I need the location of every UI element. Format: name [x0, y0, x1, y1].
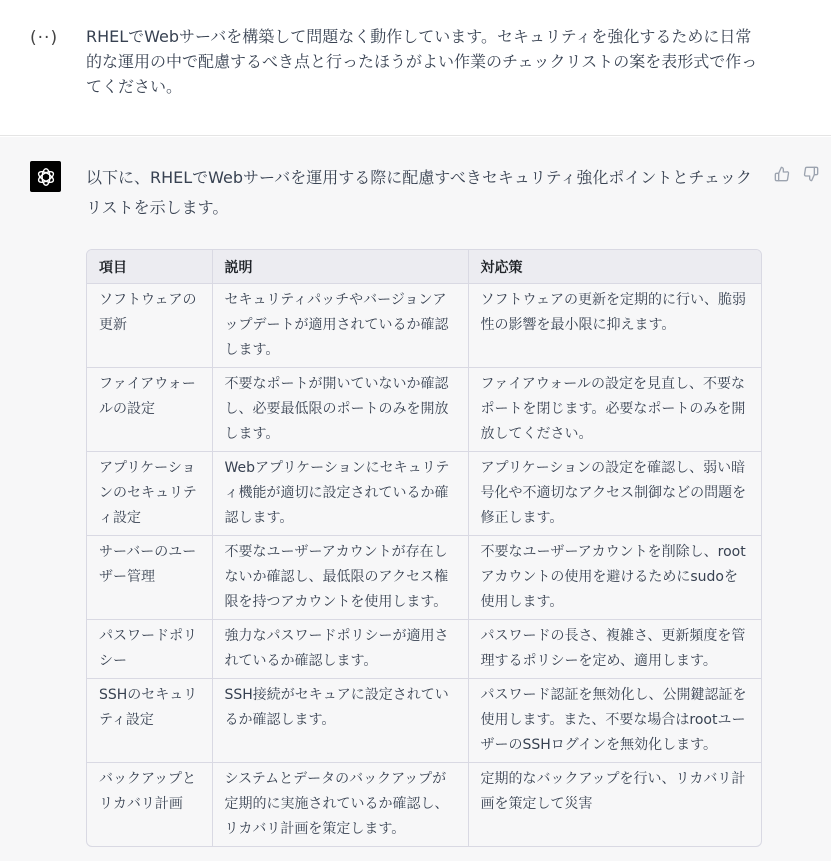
user-avatar: (··): [30, 28, 59, 48]
table-row: [87, 763, 762, 847]
table-header-row: [87, 250, 762, 284]
cell-description: セキュリティパッチやバージョンアップデートが適用されているか確認します。: [212, 284, 468, 368]
checklist-table: [86, 249, 762, 847]
cell-item: アプリケーションのセキュリティ設定: [87, 452, 212, 536]
table-row: [87, 620, 762, 679]
cell-countermeasure: 定期的なバックアップを行い、リカバリ計画を策定して災害: [480, 771, 746, 812]
cell-description: システムとデータのバックアップが定期的に実施されているか確認し、リカバリ計画を策定します。: [212, 763, 468, 847]
cell-countermeasure: ファイアウォールの設定を見直し、不要なポートを閉じます。必要なポートのみを開放してください。: [468, 368, 762, 452]
cell-item: パスワードポリシー: [87, 620, 212, 679]
cell-countermeasure: アプリケーションの設定を確認し、弱い暗号化や不適切なアクセス制御などの問題を修正します。: [468, 452, 762, 536]
cell-item: SSHのセキュリティ設定: [87, 679, 212, 763]
cell-countermeasure: ソフトウェアの更新を定期的に行い、脆弱性の影響を最小限に抑えます。: [468, 284, 762, 368]
cell-countermeasure: パスワードの長さ、複雑さ、更新頻度を管理するポリシーを定め、適用します。: [468, 620, 762, 679]
table-row: [87, 284, 762, 368]
column-header-description: 説明: [212, 250, 468, 284]
cell-countermeasure: パスワード認証を無効化し、公開鍵認証を使用します。また、不要な場合はrootユーザーのSSHログインを無効化します。: [468, 679, 762, 763]
cell-countermeasure: 不要なユーザーアカウントを削除し、rootアカウントの使用を避けるためにsudoを使用します。: [468, 536, 762, 620]
openai-logo-icon: [30, 161, 61, 192]
thumbs-down-icon[interactable]: [802, 165, 820, 183]
cell-description: 不要なユーザーアカウントが存在しないか確認し、最低限のアクセス権限を持つアカウントを使用します。: [212, 536, 468, 620]
cell-item: ソフトウェアの更新: [87, 284, 212, 368]
table-row: [87, 679, 762, 763]
thumbs-up-icon[interactable]: [773, 165, 791, 183]
assistant-message: [0, 137, 831, 861]
cell-description: Webアプリケーションにセキュリティ機能が適切に設定されているか確認します。: [212, 452, 468, 536]
assistant-intro-text: 以下に、RHELでWebサーバを運用する際に配慮すべきセキュリティ強化ポイントとチェックリストを示します。: [86, 168, 752, 217]
cell-description: SSH接続がセキュアに設定されているか確認します。: [212, 679, 468, 763]
cell-description: 不要なポートが開いていないか確認し、必要最低限のポートのみを開放します。: [212, 368, 468, 452]
user-message: [0, 0, 831, 136]
table-row: [87, 452, 762, 536]
user-message-text: RHELでWebサーバを構築して問題なく動作しています。セキュリティを強化するために日常的な運用の中で配慮するべき点と行ったほうがよい作業のチェックリストの案を表形式で作ってください。: [86, 27, 758, 96]
cell-description: 強力なパスワードポリシーが適用されているか確認します。: [212, 620, 468, 679]
column-header-countermeasure: 対応策: [468, 250, 762, 284]
cell-item: バックアップとリカバリ計画: [87, 763, 212, 847]
cell-item: ファイアウォールの設定: [87, 368, 212, 452]
cell-item: サーバーのユーザー管理: [87, 536, 212, 620]
column-header-item: 項目: [87, 250, 212, 284]
table-row: [87, 368, 762, 452]
table-row: [87, 536, 762, 620]
